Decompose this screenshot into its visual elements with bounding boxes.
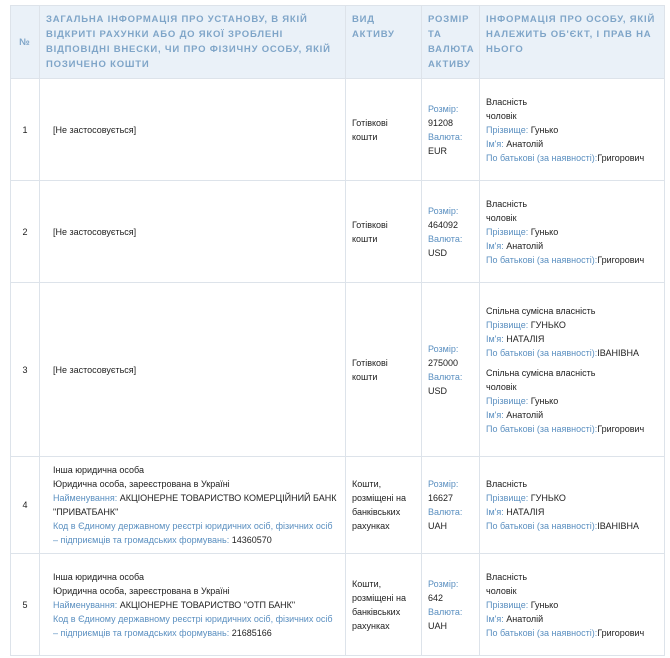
table-header-row — [11, 6, 665, 79]
patronymic-value: Григорович — [597, 423, 645, 434]
owner-cell — [480, 181, 665, 283]
name-value: НАТАЛІЯ — [506, 507, 545, 517]
surname-label: Прізвище: — [486, 319, 529, 330]
surname-value: Гунько — [530, 599, 559, 610]
patronymic-label: По батькові (за наявності): — [486, 254, 598, 265]
size-cell — [422, 554, 480, 656]
header-owner: ІНФОРМАЦІЯ ПРО ОСОБУ, ЯКІЙ НАЛЕЖИТЬ ОБ'ЄКТ, І ПРАВ НА НЬОГО — [480, 6, 665, 79]
institution-line: Юридична особа, зареєстрована в Україні — [53, 585, 230, 596]
patronymic-label: По батькові (за наявності): — [486, 627, 598, 638]
owner-block — [486, 95, 658, 165]
institution-line: Юридична особа, зареєстрована в Україні — [53, 479, 230, 489]
patronymic-label: По батькові (за наявності): — [486, 152, 598, 163]
row-number: 4 — [11, 457, 40, 554]
institution-line: Інша юридична особа — [53, 571, 144, 582]
header-size: РОЗМІР ТА ВАЛЮТА АКТИВУ — [422, 6, 480, 79]
institution-line: [Не застосовується] — [53, 226, 137, 237]
name-label: Ім'я: — [486, 409, 504, 420]
institution-line: [Не застосовується] — [53, 364, 137, 375]
name-label: Ім'я: — [486, 333, 504, 344]
ownership-type: Власність — [486, 479, 528, 489]
name-label: Ім'я: — [486, 507, 504, 517]
owner-relation: чоловік — [486, 585, 517, 596]
name-value: НАТАЛІЯ — [506, 333, 545, 344]
size-cell — [422, 79, 480, 181]
institution-cell — [40, 554, 346, 656]
institution-name: АКЦІОНЕРНЕ ТОВАРИСТВО "ОТП БАНК" — [119, 599, 296, 610]
surname-label: Прізвище: — [486, 599, 529, 610]
size-label: Розмір: — [428, 103, 459, 114]
surname-value: Гунько — [530, 395, 559, 406]
ownership-type: Спільна сумісна власність — [486, 305, 596, 316]
surname-value: ГУНЬКО — [530, 319, 566, 330]
currency-value: UAH — [428, 620, 448, 631]
patronymic-value: Григорович — [597, 254, 645, 265]
name-value: Анатолій — [506, 240, 544, 251]
size-label: Розмір: — [428, 343, 459, 354]
name-value: Анатолій — [506, 409, 544, 420]
name-label: Ім'я: — [486, 138, 504, 149]
owner-block — [486, 366, 658, 436]
size-value: 275000 — [428, 357, 459, 368]
institution-name-label: Найменування: — [53, 599, 118, 610]
size-cell — [422, 181, 480, 283]
ownership-type: Власність — [486, 96, 528, 107]
owner-block — [486, 304, 658, 360]
assets-table — [10, 5, 665, 656]
header-asset-type: ВИД АКТИВУ — [346, 6, 422, 79]
currency-label: Валюта: — [428, 371, 463, 382]
table-row — [11, 554, 665, 656]
name-value: Анатолій — [506, 613, 544, 624]
institution-code: 21685166 — [231, 627, 272, 638]
institution-name-label: Найменування: — [53, 493, 118, 503]
asset-type-cell: Готівкові кошти — [346, 283, 422, 457]
institution-code-label: Код в Єдиному державному реєстрі юридичних осіб, фізичних осіб – підприємців та громадських формувань: — [53, 613, 333, 638]
patronymic-value: ІВАНІВНА — [597, 521, 639, 531]
institution-code: 14360570 — [231, 535, 272, 545]
surname-value: Гунько — [530, 124, 559, 135]
size-value: 464092 — [428, 219, 459, 230]
currency-label: Валюта: — [428, 131, 463, 142]
row-number: 3 — [11, 283, 40, 457]
owner-block — [486, 197, 658, 267]
owner-cell — [480, 554, 665, 656]
table-row — [11, 457, 665, 554]
row-number: 2 — [11, 181, 40, 283]
owner-cell — [480, 79, 665, 181]
currency-value: UAH — [428, 521, 448, 531]
name-label: Ім'я: — [486, 613, 504, 624]
declaration-table-wrapper — [10, 5, 664, 656]
size-label: Розмір: — [428, 205, 459, 216]
surname-label: Прізвище: — [486, 226, 529, 237]
size-label: Розмір: — [428, 578, 459, 589]
owner-block — [486, 570, 658, 640]
currency-value: EUR — [428, 145, 448, 156]
institution-cell — [40, 181, 346, 283]
table-row — [11, 283, 665, 457]
owner-cell — [480, 457, 665, 554]
currency-label: Валюта: — [428, 606, 463, 617]
owner-block — [486, 477, 658, 533]
ownership-type: Спільна сумісна власність — [486, 367, 596, 378]
header-number: № — [11, 6, 40, 79]
size-cell — [422, 457, 480, 554]
ownership-type: Власність — [486, 198, 528, 209]
surname-label: Прізвище: — [486, 124, 529, 135]
table-row — [11, 79, 665, 181]
size-label: Розмір: — [428, 479, 459, 489]
patronymic-label: По батькові (за наявності): — [486, 347, 598, 358]
row-number: 5 — [11, 554, 40, 656]
institution-line: Інша юридична особа — [53, 465, 144, 475]
institution-cell — [40, 79, 346, 181]
name-label: Ім'я: — [486, 240, 504, 251]
patronymic-label: По батькові (за наявності): — [486, 521, 598, 531]
asset-type-cell: Готівкові кошти — [346, 79, 422, 181]
surname-value: ГУНЬКО — [530, 493, 566, 503]
row-number: 1 — [11, 79, 40, 181]
patronymic-label: По батькові (за наявності): — [486, 423, 598, 434]
size-cell — [422, 283, 480, 457]
currency-value: USD — [428, 385, 448, 396]
institution-cell — [40, 457, 346, 554]
size-value: 642 — [428, 592, 444, 603]
currency-value: USD — [428, 247, 448, 258]
surname-value: Гунько — [530, 226, 559, 237]
surname-label: Прізвище: — [486, 493, 529, 503]
owner-relation: чоловік — [486, 212, 517, 223]
asset-type-cell: Кошти, розміщені на банківських рахунках — [346, 554, 422, 656]
ownership-type: Власність — [486, 571, 528, 582]
size-value: 91208 — [428, 117, 454, 128]
asset-type-cell: Кошти, розміщені на банківських рахунках — [346, 457, 422, 554]
institution-line: [Не застосовується] — [53, 124, 137, 135]
name-value: Анатолій — [506, 138, 544, 149]
patronymic-value: ІВАНІВНА — [597, 347, 639, 358]
owner-relation: чоловік — [486, 110, 517, 121]
institution-code-label: Код в Єдиному державному реєстрі юридичних осіб, фізичних осіб – підприємців та громадських формувань: — [53, 521, 333, 545]
institution-name: АКЦІОНЕРНЕ ТОВАРИСТВО КОМЕРЦІЙНИЙ БАНК "ПРИВАТБАНК" — [53, 493, 337, 517]
patronymic-value: Григорович — [597, 152, 645, 163]
header-institution: ЗАГАЛЬНА ІНФОРМАЦІЯ ПРО УСТАНОВУ, В ЯКІЙ ВІДКРИТІ РАХУНКИ АБО ДО ЯКОЇ ЗРОБЛЕНІ ВІДПОВІДНІ ВНЕСКИ, ЧИ ПРО ФІЗИЧНУ ОСОБУ, ЯКІЙ ПОЗИЧЕНО КОШТИ — [40, 6, 346, 79]
patronymic-value: Григорович — [597, 627, 645, 638]
owner-relation: чоловік — [486, 381, 517, 392]
surname-label: Прізвище: — [486, 395, 529, 406]
institution-cell — [40, 283, 346, 457]
size-value: 16627 — [428, 493, 454, 503]
currency-label: Валюта: — [428, 233, 463, 244]
table-row — [11, 181, 665, 283]
asset-type-cell: Готівкові кошти — [346, 181, 422, 283]
owner-cell — [480, 283, 665, 457]
currency-label: Валюта: — [428, 507, 463, 517]
